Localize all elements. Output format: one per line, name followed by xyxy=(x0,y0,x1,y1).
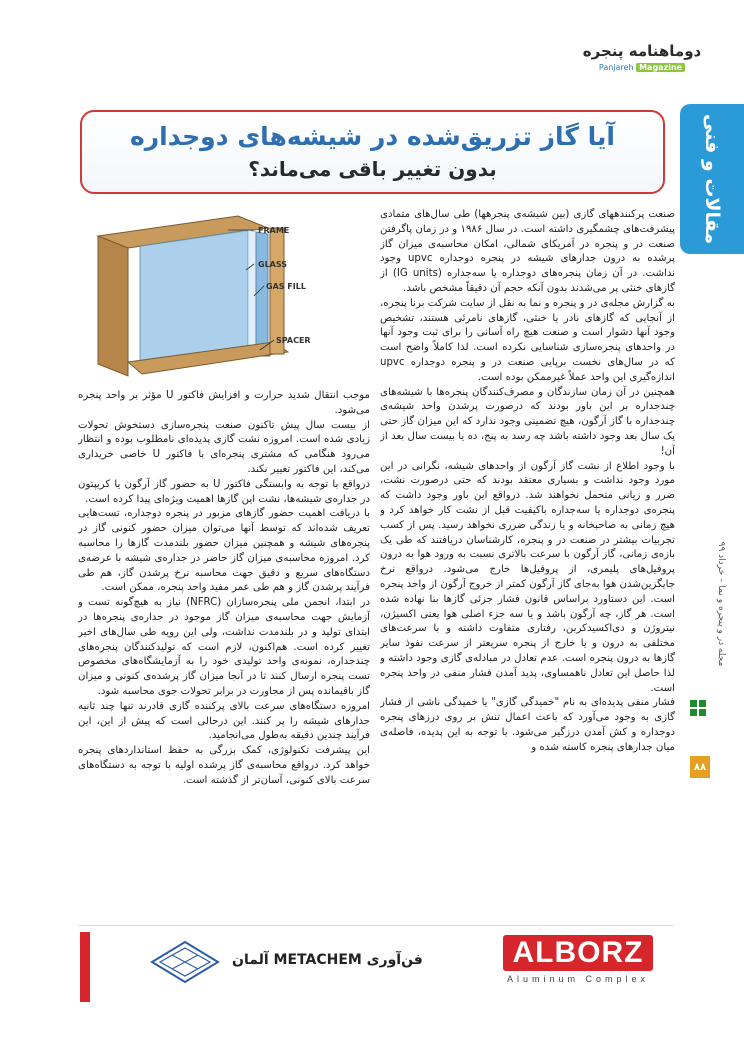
magazine-logo-title: دوماهنامه پنجره xyxy=(582,42,702,60)
side-strip xyxy=(708,254,744,814)
metachem-logo xyxy=(150,940,220,984)
label-frame: FRAME xyxy=(258,226,290,235)
paragraph: امروزه دستگاه‌های سرعت بالای پرکننده گازی قادرند تنها چند ثانیه جدارهای شیشه را پر کنند. این درحالی است که پیش از این، این فرآیند چندین دقیقه به‌طول می‌انجامید. xyxy=(78,700,370,742)
paragraph: با وجود اطلاع از نشت گاز آرگون از واحدهای شیشه، نگرانی در این مورد وجود نداشت و بسیاری معتقد بودند که حتی درصورت نشت، ضرر و زیانی متحمل نخواهند شد. درواقع این باور وجود داشت که پنجره‌ی دوجداره یا سه‌جداره باکیفیت قبل از نشت کار خواهد کرد و هیچ زمانی به صاحبخانه و یا زندگی ضرری نخواهد رسید. پس از کسب تجربیات بیشتر در صنعت در و پنجره، کارشناسان دریافتند که طی یک بازه‌ی زمانی، گاز آرگون با سرعت بالاتری نسبت به ورود هوا به درون پروفیل‌های پلیمری، از پروفیل‌ها خارج می‌شود. درواقع نرخ جایگزین‌شدن هوا به‌جای گاز آرگون کمتر از خروج آرگون از واحد پنجره است. این دستاورد براساس قانون فشار جزئی گازها بنا نهاده شده است. هر گاز، چه آرگون باشد و یا سه جزء اصلی هوا یعنی اکسیژن، نیتروژن و دی‌اکسیدکربن، رفتاری متفاوت داشته و با سرعت‌های مختلفی به درون و یا خارج از پنجره سریعتر از سرعت نفوذ سایر گازها به درون پنجره است. عدم تعادل در مبادله‌ی گازی وجود داشته و لذا حاصل این تعادل ناهمساوی، پدید آمدن فشار منفی در واحد پنجره است. xyxy=(380,460,675,694)
article-column-left xyxy=(78,389,370,915)
paragraph: صنعت پرکنندههای گازی (بین شیشه‌ی پنجرهها) طی سال‌های متمادی پیشرفت‌های چشمگیری داشته است. در سال ۱۹۸۶ و در زمان پاگرفتن صنعت در و پنجره در آمریکای شمالی، امکان محاسبه‌ی میزان گاز پرشده به درون جدارهای شیشه در پنجره دوجداره upvc وجود نداشت. در آن زمان پنجره‌های دوجداره یا سه‌جداره (IG units) از گازهای خنثی پر می‌شدند بدون آنکه حجم آن دقیقاً مشخص باشد. xyxy=(380,209,675,294)
magazine-logo-subtitle-tag: Magazine xyxy=(636,63,685,72)
alborz-logo xyxy=(492,935,664,989)
page-number: ۸۸ xyxy=(690,756,710,778)
paragraph: در ابتدا، انجمن ملی پنجره‌سازان (NFRC) نیاز به هیچ‌گونه تست و آزمایش جهت محاسبه‌ی میزان گاز موجود در جداره‌ی پنجره‌ها در ابتدای تولید و در بلندمدت نداشت، ولی این رویه طی سال‌های اخیر تغییر کرده است. هم‌اکنون، لازم است که تولیدکنندگان پنجره‌های چندجداره، نمونه‌ی واحد تولیدی خود را به آزمایشگاه‌های مخصوص تست پنجره ارسال کنند تا در آنجا میزان گاز پرشده‌ی کنونی و میزان گاز باقیمانده پس از مجاورت در برابر تحولات جوی محاسبه شود. xyxy=(78,597,370,697)
article-title-box xyxy=(80,110,665,194)
label-spacer: SPACER xyxy=(276,336,311,345)
magazine-logo-subtitle xyxy=(580,62,704,74)
magazine-logo xyxy=(580,40,704,80)
paragraph: با دریافت اهمیت حضور گازهای مزبور در پنجره دوجداره، تست‌هایی تعریف شده‌اند که توسط آنها می‌توان میزان حضور کنونی گاز در پنجره‌های شیشه و همچنین میزان حضور بلندمدت گازها را محاسبه کرد. امروزه محاسبه‌ی میزان گاز حاضر در جداره‌ی شیشه با عرضه‌ی دستگاه‌های سریع و دقیق جهت محاسبه نرخ پرشدن گاز، هم طی فرآیند پرشدن گاز و هم طی عمر مفید واحد پنجره، ممکن است. xyxy=(78,508,370,594)
paragraph: همچنین در آن زمان سازندگان و مصرف‌کنندگان پنجره‌ها با شیشه‌های چندجداره بر این باور بودند که درصورت پرشدن واحد شیشه‌ی چندجداره با گاز آرگون، هیچ تضمینی وجود ندارد که این میزان گاز حتی یک سال بعد وجود داشته باشد چه رسد به پنج، ده یا بیست سال بعد از آن! xyxy=(380,386,675,457)
label-glass: GLASS xyxy=(258,260,288,269)
window-cross-section-illustration xyxy=(78,206,370,382)
paragraph: فشار منفی پدیده‌ای به نام "خمیدگی گازی" یا خمیدگی ناشی از فشار گازی به وجود می‌آورد که باعث اعمال تنش بر روی درزهای پنجره دوجداره و کش آمدن درزگیر می‌شود. با توجه به این پدیده، فاصله‌ی میان جدارهای پنجره کاسته شده و xyxy=(380,697,675,753)
section-tab-label: مقالات و فنی xyxy=(701,113,723,245)
paragraph: درواقع با توجه به وابستگی فاکتور U به حضور گاز آرگون یا کریپتون در جداره‌ی شیشه‌ها، نشت این گازها اهمیت ویژه‌ای پیدا کرده است. xyxy=(78,478,370,505)
magazine-logo-subtitle-pre: Panjareh xyxy=(598,63,634,72)
alborz-logo-word: ALBORZ xyxy=(503,935,654,971)
section-tab xyxy=(680,104,744,254)
window-icon xyxy=(690,700,706,716)
alborz-logo-subtitle: Aluminum Complex xyxy=(506,974,650,984)
advert-tag xyxy=(80,932,90,1002)
footer-divider xyxy=(78,925,674,926)
issue-info: مجله در و پنجره و نما – خرداد ۹۹ xyxy=(716,541,726,667)
paragraph: موجب انتقال شدید حرارت و افزایش فاکتور U مؤثر بر واحد پنجره می‌شود. xyxy=(78,390,370,416)
article-title: آیا گاز تزریق‌شده در شیشه‌های دوجداره xyxy=(129,122,615,151)
paragraph: به گزارش مجله‌ی در و پنجره و نما به نقل از سایت شرکت برنا پنجره، از آنجایی که گازهای نادر یا خنثی، گازهای نامرئی هستند، تشخیص وجود آنها دشوار است و صنعت هیچ راه آسانی را برای ثبت وجود آنها در واحدهای پنجره‌سازی شناسایی نکرده است. لذا کاملاً واضح است که در سال‌های نخست برپایی صنعت در و پنجره دوجداره upvc اندازه‌گیری این واحد عملاً غیرممکن بوده است. xyxy=(380,297,675,383)
window-cross-section-figure xyxy=(78,206,370,382)
metachem-text: فن‌آوری METACHEM آلمان xyxy=(232,952,423,968)
label-gas-fill: GAS FILL xyxy=(266,282,306,291)
metachem-diamond-icon xyxy=(150,940,220,984)
article-column-right xyxy=(380,208,675,915)
paragraph: از بیست سال پیش تاکنون صنعت پنجره‌سازی دستخوش تحولات زیادی شده است. امروزه نشت گازی پدیده‌ای نامطلوب بوده و انتظار می‌رود هنگامی که مشتری پنجره‌ای با فاکتور U خاصی خریداری می‌کند، این فاکتور تغییر نکند. xyxy=(78,419,370,475)
article-subtitle: بدون تغییر باقی می‌ماند؟ xyxy=(248,157,497,181)
paragraph: این پیشرفت تکنولوژی، کمک بزرگی به حفظ استانداردهای پنجره خواهد کرد. درواقع محاسبه‌ی گاز پرشده اولیه با توجه به دستگاه‌های سرعت بالای کنونی، آسان‌تر از گذشته است. xyxy=(78,745,370,786)
